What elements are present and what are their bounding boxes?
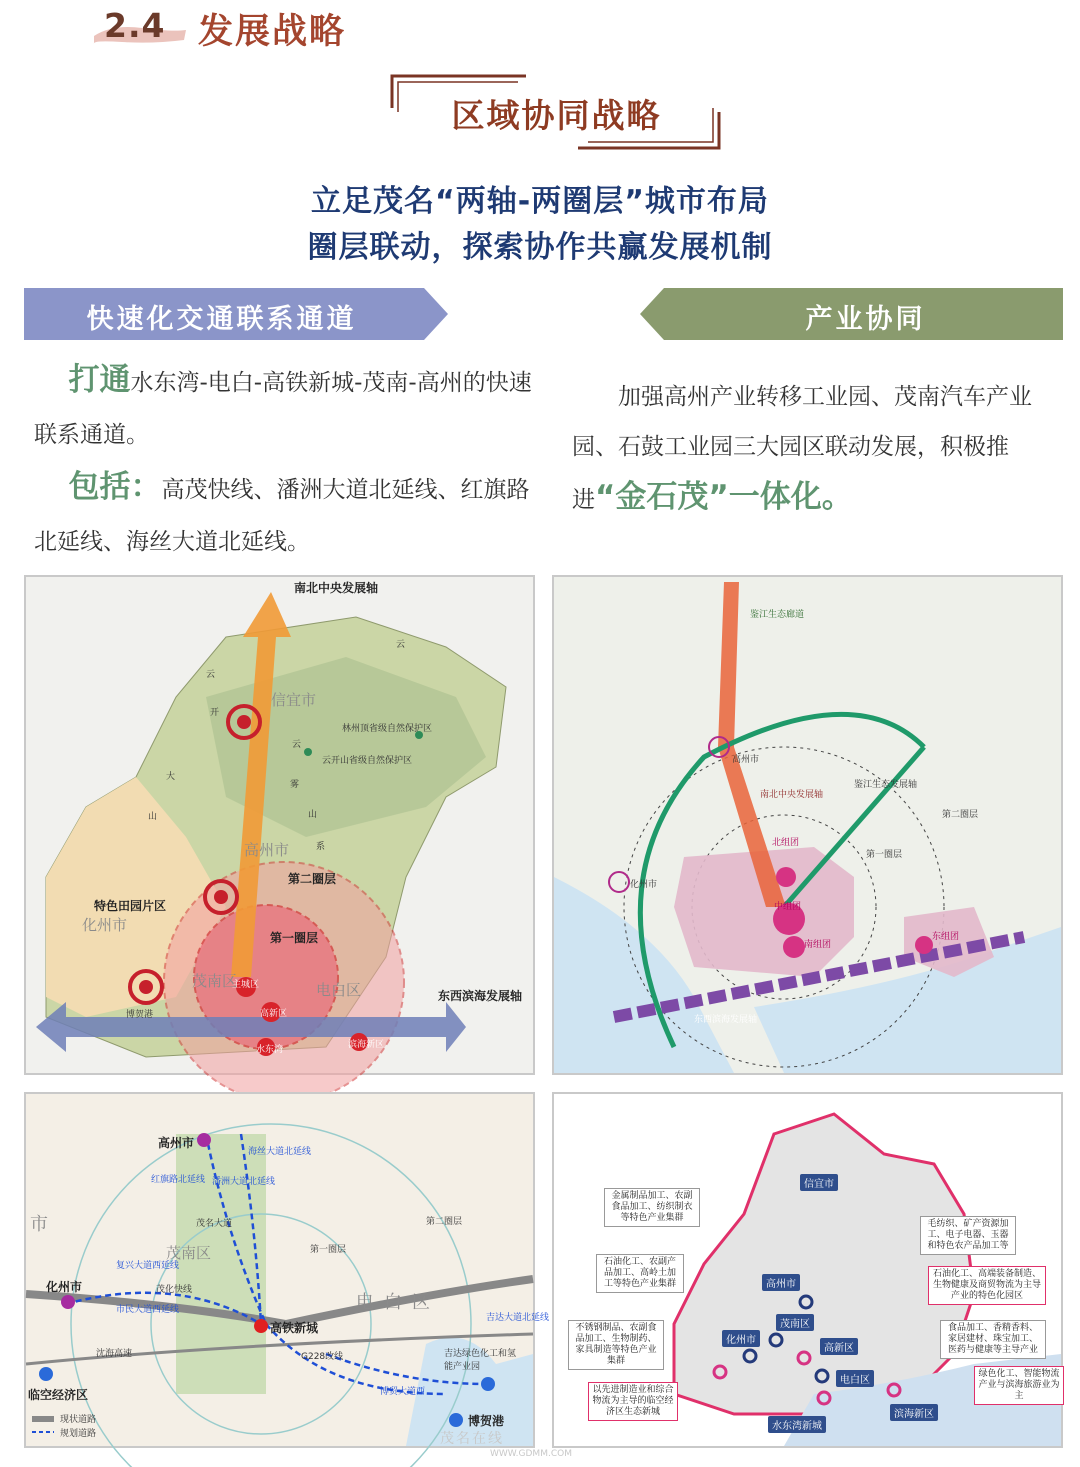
emphasis-jinshimao: “金石茂”一体化。 bbox=[595, 479, 853, 515]
transport-p1-text: 水东湾-电白-高铁新城-茂南-高州的快速联系通道。 bbox=[34, 370, 532, 448]
gaoxin-tag: 高新区 bbox=[820, 1338, 858, 1355]
south-group-label: 南组团 bbox=[804, 940, 832, 950]
airport-label: 临空经济区 bbox=[28, 1388, 89, 1402]
panzhou-label: 潘洲大道北延线 bbox=[212, 1177, 276, 1187]
watermark-url: WWW.GDMM.COM bbox=[490, 1449, 572, 1459]
dianbai-label: 电白区 bbox=[356, 1292, 440, 1313]
transport-paragraph-2 bbox=[34, 461, 534, 568]
industry-distribution-map bbox=[552, 1092, 1063, 1448]
industry-banner-label: 产业协同 bbox=[805, 304, 926, 335]
circle2-label: 第二圈层 bbox=[426, 1217, 463, 1227]
gaozhou-tag: 高州市 bbox=[762, 1274, 800, 1291]
mountain-char-3: 大 bbox=[166, 772, 176, 782]
shi-label: 市 bbox=[30, 1214, 48, 1235]
zhucheng-label: 主城区 bbox=[232, 980, 260, 990]
eco-axis-label: 鉴江生态廊道 bbox=[750, 610, 805, 620]
transport-p2-text: 高茂快线、潘洲大道北延线、红旗路北延线、海丝大道北延线。 bbox=[34, 477, 530, 555]
shuidong-tag: 水东湾新城 bbox=[768, 1416, 826, 1433]
huazhou-label: 化州市 bbox=[46, 1280, 83, 1294]
binhai-hwy-label: 沈海高速 bbox=[96, 1349, 133, 1359]
circle2-label: 第二圈层 bbox=[942, 810, 979, 820]
watermark-text: 茂名在线 bbox=[440, 1431, 504, 1447]
bohe-ave-label: 博贸大道西 bbox=[380, 1387, 426, 1397]
yun-label: 云 bbox=[396, 640, 406, 650]
circle1-label: 第一圈层 bbox=[310, 1245, 347, 1255]
emphasis-open: 打通 bbox=[68, 362, 131, 398]
circle1-label: 第一圈层 bbox=[270, 931, 319, 945]
binhai-tag: 滨海新区 bbox=[890, 1404, 938, 1421]
gaotie-label: 高铁新城 bbox=[270, 1321, 319, 1335]
transport-paragraph-1 bbox=[34, 354, 534, 461]
dianbai-label: 电白区 bbox=[316, 981, 362, 999]
note-huazhou-north: 石油化工、农副产品加工、高岭土加工等特色产业集群 bbox=[596, 1254, 684, 1293]
jida-label: 吉达绿色化工和氢能产业园 bbox=[444, 1349, 517, 1372]
note-airport: 以先进制造业和综合物流为主导的临空经济区生态新城 bbox=[588, 1382, 678, 1421]
section-title: 发展战略 bbox=[198, 12, 347, 52]
hongqi-label: 红旗路北延线 bbox=[151, 1175, 206, 1185]
farm-area-label: 特色田园片区 bbox=[94, 899, 167, 913]
emphasis-include: 包括： bbox=[68, 469, 162, 505]
industry-paragraph bbox=[572, 372, 1054, 525]
transport-banner-label: 快速化交通联系通道 bbox=[86, 304, 357, 335]
shimin-w-label: 市民大道西延线 bbox=[116, 1305, 180, 1315]
road-network-map bbox=[24, 1092, 550, 1448]
ns-axis-label: 南北中央发展轴 bbox=[760, 790, 824, 800]
jida-ext-label: 吉达大道北延线 bbox=[486, 1313, 550, 1323]
industry-p-text: 加强高州产业转移工业园、茂南汽车产业园、石鼓工业园三大园区联动发展，积极推进 bbox=[572, 384, 1032, 513]
binhai-label: 滨海新区 bbox=[348, 1040, 385, 1050]
industry-cluster-map bbox=[552, 575, 1063, 1075]
legend-existing: 现状道路 bbox=[60, 1415, 97, 1425]
note-xinyi: 毛纺织、矿产资源加工、电子电器、玉器和特色农产品加工等 bbox=[920, 1216, 1016, 1255]
green-axis-label: 鉴江生态发展轴 bbox=[854, 780, 918, 790]
north-group-label: 北组团 bbox=[772, 838, 800, 848]
mountain2-char-3: 山 bbox=[308, 810, 318, 820]
ns-axis-label: 南北中央发展轴 bbox=[294, 581, 379, 595]
xinyi-tag: 信宜市 bbox=[800, 1174, 838, 1191]
port-label: 博贺港 bbox=[126, 1010, 154, 1020]
maonan-label: 茂南区 bbox=[166, 1244, 212, 1262]
huaguang-label: 茂化快线 bbox=[156, 1285, 193, 1295]
huazhou-label: 化州市 bbox=[82, 916, 128, 934]
mountain-char-4: 山 bbox=[148, 812, 158, 822]
mountain-char-1: 云 bbox=[206, 670, 216, 680]
mountain2-char-4: 系 bbox=[316, 842, 326, 852]
mountain2-char-2: 雾 bbox=[290, 780, 300, 790]
legend-planned: 规划道路 bbox=[60, 1429, 97, 1439]
huazhou-tag: 化州市 bbox=[722, 1330, 760, 1347]
subtitle-line-1: 立足茂名“两轴-两圈层”城市布局 bbox=[311, 184, 769, 219]
note-maonan: 食品加工、香精香料、家居建材、珠宝加工、医药与健康等主导产业 bbox=[940, 1320, 1046, 1359]
maoming-ave-label: 茂名大道 bbox=[196, 1219, 233, 1229]
note-xinyi-west: 金属制品加工、农副食品加工、纺织制衣等特色产业集群 bbox=[604, 1188, 700, 1227]
circle1-label: 第一圈层 bbox=[866, 850, 903, 860]
note-binhai: 绿色化工、智能物流产业与滨海旅游业为主 bbox=[974, 1366, 1064, 1405]
port-label: 博贺港 bbox=[468, 1414, 505, 1428]
gaozhou-label: 高州市 bbox=[158, 1136, 195, 1150]
central-group-label: 中组团 bbox=[774, 902, 802, 912]
fuxing-w-label: 复兴大道西延线 bbox=[116, 1261, 180, 1271]
axis-circle-map bbox=[24, 575, 535, 1075]
reserve1-label: 林州顶省级自然保护区 bbox=[342, 724, 433, 734]
ew-axis-label: 东西滨海发展轴 bbox=[694, 1015, 758, 1025]
gaoxin-label: 高新区 bbox=[260, 1009, 288, 1019]
maonan-tag: 茂南区 bbox=[776, 1314, 814, 1331]
mountain2-char-1: 云 bbox=[292, 740, 302, 750]
dianbai-tag: 电白区 bbox=[836, 1370, 874, 1387]
map2-base bbox=[554, 577, 1061, 1073]
reserve2-label: 云开山省级自然保护区 bbox=[322, 756, 413, 766]
haisi-label: 海丝大道北延线 bbox=[248, 1147, 312, 1157]
east-group-label: 东组团 bbox=[932, 932, 960, 942]
huazhou-label: 化州市 bbox=[630, 880, 658, 890]
note-huazhou: 不锈钢制品、农副食品加工、生物制药、家具制造等特色产业集群 bbox=[568, 1320, 664, 1370]
xinyi-label: 信宜市 bbox=[271, 691, 317, 709]
shuidong-label: 水东湾 bbox=[256, 1045, 284, 1055]
maonan-label: 茂南区 bbox=[192, 972, 238, 990]
note-gaoxin: 石油化工、高端装备制造、生物健康及商贸物流为主导产业的特色化园区 bbox=[928, 1266, 1046, 1305]
subtitle-line-2: 圈层联动，探索协作共赢发展机制 bbox=[307, 230, 773, 265]
circle2-label: 第二圈层 bbox=[288, 872, 337, 886]
strategy-title: 区域协同战略 bbox=[451, 96, 662, 135]
section-number: 2.4 bbox=[104, 6, 166, 45]
gaozhou-label: 高州市 bbox=[732, 755, 760, 765]
g228-label: G228改线 bbox=[301, 1352, 344, 1362]
mountain-char-2: 开 bbox=[210, 708, 220, 718]
ew-axis-label: 东西滨海发展轴 bbox=[438, 989, 523, 1003]
gaozhou-label: 高州市 bbox=[244, 841, 290, 859]
